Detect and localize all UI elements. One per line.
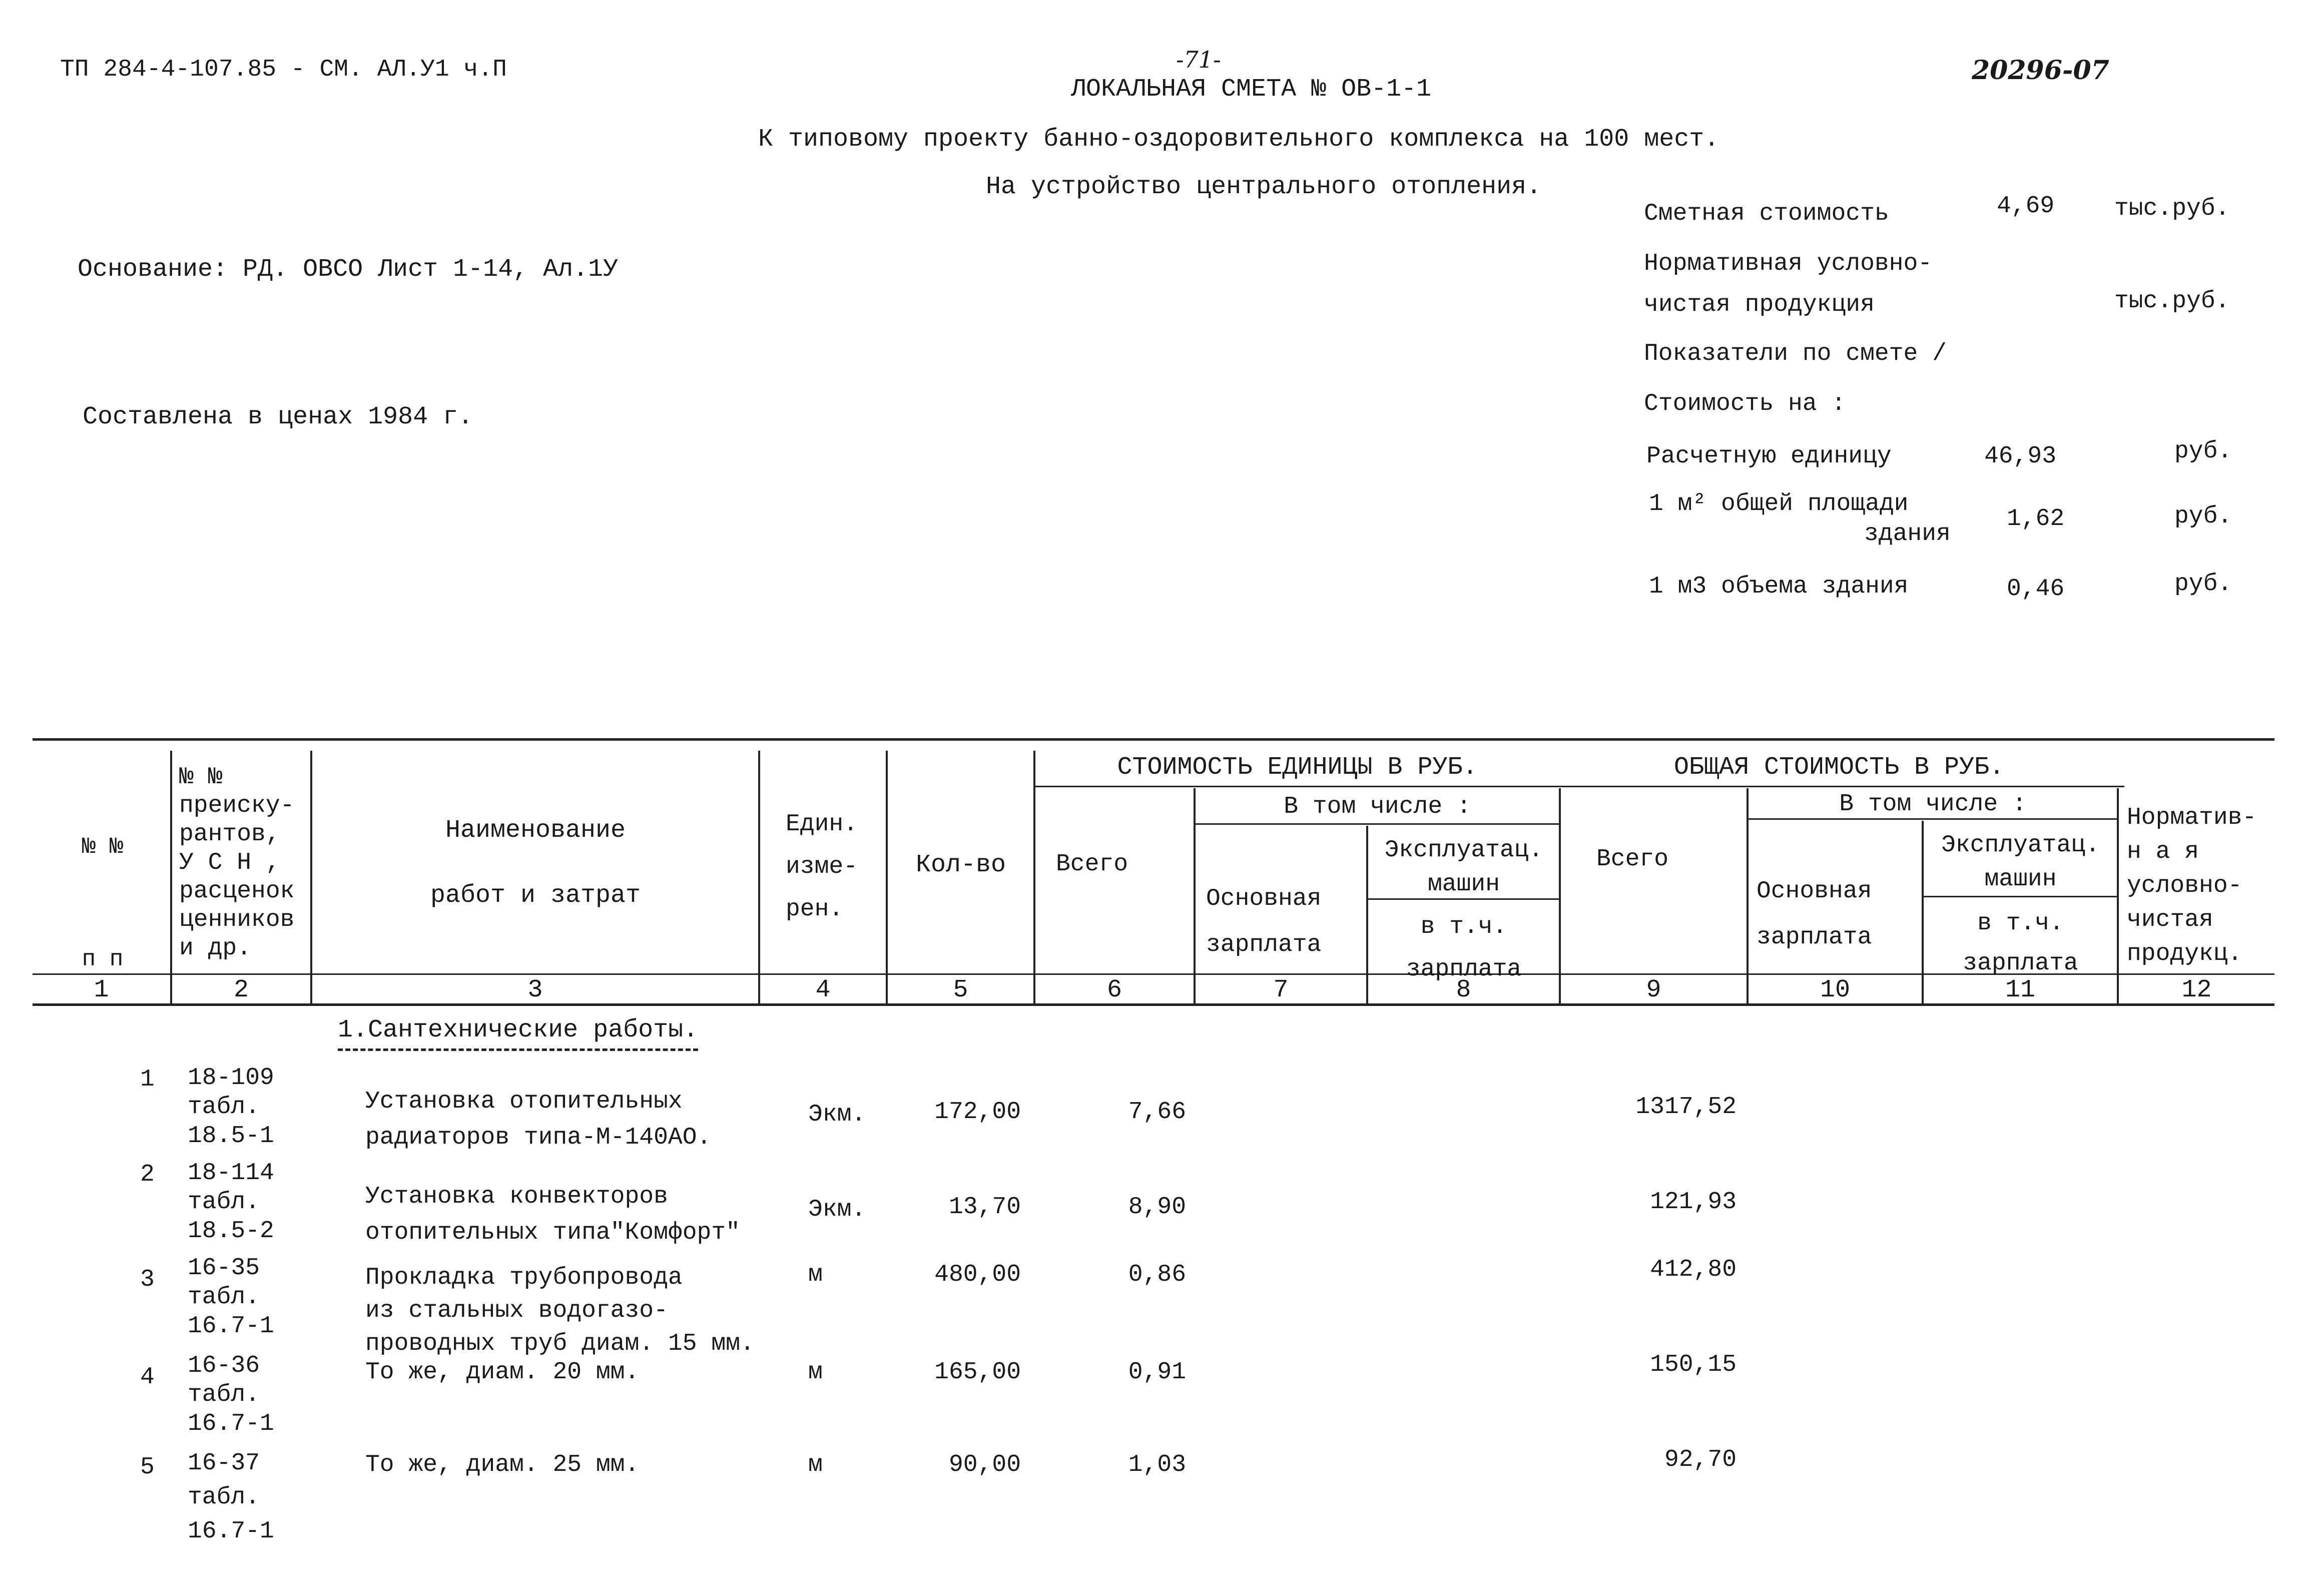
row-quantity: 13,70: [948, 1194, 1021, 1221]
row-unit-price: 7,66: [1128, 1099, 1186, 1126]
row-number: 3: [140, 1266, 155, 1293]
row-unit-price: 8,90: [1128, 1194, 1186, 1221]
per-volume-unit: руб.: [2174, 571, 2232, 598]
row-number: 1: [140, 1066, 155, 1093]
col-divider: [170, 751, 172, 1006]
col-divider: [310, 751, 312, 1006]
row-unit: м: [808, 1451, 823, 1478]
row-quantity: 480,00: [934, 1261, 1021, 1288]
prices-year-line: Составлена в ценах 1984 г.: [83, 403, 473, 431]
per-unit-unit: руб.: [2174, 438, 2232, 465]
header-normative-product: Норматив- н а я условно- чистая продукц.: [2127, 804, 2257, 967]
col-divider: [758, 751, 760, 1006]
col-divider: [1033, 751, 1035, 1006]
row-number: 4: [140, 1364, 155, 1391]
column-number: 11: [2005, 976, 2035, 1004]
col-divider: [1559, 788, 1561, 1006]
row-price-code: 16-35 табл. 16.7-1: [188, 1255, 274, 1340]
column-number: 10: [1820, 976, 1850, 1004]
header-base-pay: Основная зарплата: [1206, 885, 1322, 958]
col-divider: [2117, 788, 2119, 1006]
estimated-cost-value: 4,69: [1997, 193, 2055, 220]
row-work-name: Прокладка трубопровода из стальных водогазо- проводных труб диам. 15 мм.: [365, 1264, 755, 1357]
row-total: 1317,52: [1635, 1094, 1737, 1121]
column-number: 6: [1106, 976, 1122, 1004]
row-unit: м: [808, 1359, 823, 1386]
header-unit-total: Всего: [1056, 851, 1128, 878]
section-title-text: 1.Сантехнические работы.: [338, 1016, 698, 1051]
row-number: 2: [140, 1161, 155, 1188]
header-work-name: Наименование работ и затрат: [430, 816, 641, 910]
estimated-cost-unit: тыс.руб.: [2114, 195, 2230, 222]
per-unit-label: Расчетную единицу: [1646, 443, 1892, 470]
header-including-2: В том числе :: [1839, 791, 2027, 818]
column-number: 4: [815, 976, 831, 1004]
row-work-name: То же, диам. 20 мм.: [365, 1359, 640, 1386]
row-total: 121,93: [1650, 1189, 1737, 1216]
column-number: 3: [527, 976, 543, 1004]
document-code: ТП 284-4-107.85 - СМ. АЛ.У1 ч.П: [60, 56, 507, 83]
cost-per-label: Стоимость на :: [1644, 390, 1846, 417]
row-price-code: 18-109 табл. 18.5-1: [188, 1065, 274, 1150]
row-quantity: 90,00: [948, 1451, 1021, 1478]
header-row-number: № № п п: [82, 834, 124, 972]
per-volume-label: 1 м3 объема здания: [1649, 573, 1909, 600]
column-number: 5: [953, 976, 968, 1004]
document-title: ЛОКАЛЬНАЯ СМЕТА № ОВ-1-1: [1071, 75, 1432, 104]
section-title: [338, 1016, 698, 1044]
unit-subgroup-rule: [1194, 823, 1559, 825]
row-unit-price: 0,86: [1128, 1261, 1186, 1288]
per-area-unit: руб.: [2174, 503, 2232, 530]
header-total-total: Всего: [1596, 846, 1669, 873]
column-number: 8: [1456, 976, 1471, 1004]
per-unit-value: 46,93: [1984, 443, 2057, 470]
col-divider: [1747, 788, 1749, 1006]
row-price-code: 16-37 табл. 16.7-1: [188, 1450, 274, 1545]
row-work-name: Установка отопительных радиаторов типа-М-140АО.: [365, 1088, 712, 1151]
row-price-code: 16-36 табл. 16.7-1: [188, 1352, 274, 1437]
normative-label-2: чистая продукция: [1644, 291, 1875, 318]
indicators-label: Показатели по смете /: [1644, 340, 1947, 367]
basis-line: Основание: РД. ОВСО Лист 1-14, Ал.1У: [78, 255, 619, 284]
header-quantity: Кол-во: [915, 851, 1006, 879]
row-unit-price: 0,91: [1128, 1359, 1186, 1386]
row-unit: м: [808, 1261, 823, 1288]
table-top-rule: [33, 738, 2274, 741]
estimated-cost-label: Сметная стоимость: [1644, 200, 1889, 227]
column-number: 1: [94, 976, 109, 1004]
column-number: 12: [2181, 976, 2212, 1004]
group-header-rule: [1033, 786, 2124, 787]
row-quantity: 172,00: [934, 1099, 1021, 1126]
header-base-pay-2: Основная зарплата: [1757, 878, 1872, 951]
row-total: 412,80: [1650, 1256, 1737, 1283]
row-unit: Экм.: [808, 1196, 866, 1223]
per-area-value: 1,62: [2007, 505, 2065, 533]
header-incl-pay-2: в т.ч. зарплата: [1963, 910, 2078, 977]
column-number: 2: [233, 976, 249, 1004]
row-quantity: 165,00: [934, 1359, 1021, 1386]
header-machines: Эксплуатац. машин: [1384, 837, 1543, 898]
column-number: 7: [1273, 976, 1289, 1004]
col-divider: [1194, 788, 1196, 1006]
row-unit: Экм.: [808, 1101, 866, 1128]
per-volume-value: 0,46: [2007, 576, 2065, 603]
row-total: 150,15: [1650, 1351, 1737, 1378]
page-number: -71-: [1176, 46, 1221, 73]
row-unit-price: 1,03: [1128, 1451, 1186, 1478]
header-unit: Един. изме- рен.: [786, 811, 858, 923]
archive-number: 20296-07: [1972, 55, 2109, 86]
row-price-code: 18-114 табл. 18.5-2: [188, 1160, 274, 1245]
row-work-name: Установка конвекторов отопительных типа"Комфорт": [365, 1183, 740, 1246]
row-number: 5: [140, 1454, 155, 1481]
col-divider: [886, 751, 888, 1006]
document-purpose: На устройство центрального отопления.: [986, 173, 1542, 201]
total-subgroup-rule: [1747, 818, 2117, 820]
per-area-label-1: 1 м² общей площади: [1649, 490, 1909, 517]
per-area-label-2: здания: [1864, 520, 1951, 548]
normative-unit: тыс.руб.: [2114, 288, 2230, 315]
row-work-name: То же, диам. 25 мм.: [365, 1451, 640, 1478]
row-total: 92,70: [1664, 1446, 1737, 1473]
normative-label-1: Нормативная условно-: [1644, 250, 1933, 277]
header-including: В том числе :: [1284, 793, 1471, 820]
document-subtitle: К типовому проекту банно-оздоровительного комплекса на 100 мест.: [758, 125, 1719, 154]
header-total-cost-group: ОБЩАЯ СТОИМОСТЬ В РУБ.: [1673, 753, 2005, 782]
header-incl-pay: в т.ч. зарплата: [1406, 913, 1522, 983]
column-number: 9: [1646, 976, 1661, 1004]
header-machines-2: Эксплуатац. машин: [1941, 832, 2100, 893]
header-price-reference: № № преиску- рантов, У С Н , расценок ценников и др.: [179, 764, 295, 962]
header-unit-cost-group: СТОИМОСТЬ ЕДИНИЦЫ В РУБ.: [1117, 753, 1478, 782]
